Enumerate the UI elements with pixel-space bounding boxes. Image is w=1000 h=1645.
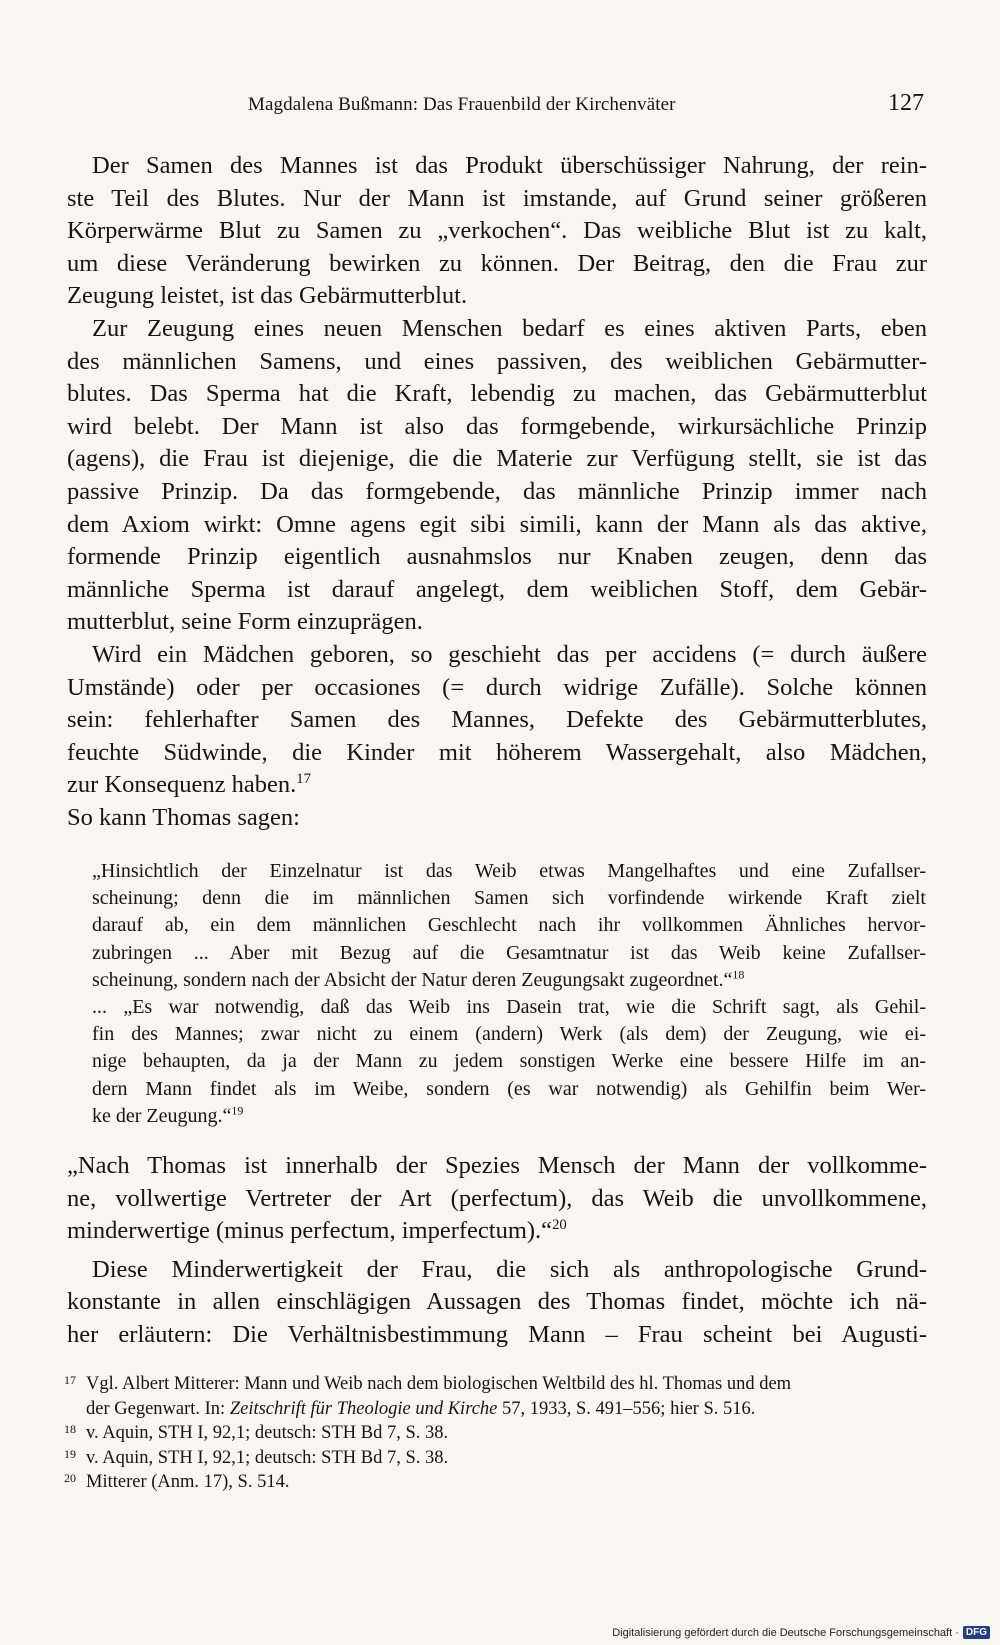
text-line: konstante in allen einschlägigen Aussagen des Thomas findet, möchte ich nä-	[67, 1288, 927, 1316]
journal-title: Zeitschrift für Theologie und Kirche	[229, 1398, 498, 1419]
footnote-20	[64, 1470, 926, 1495]
footnote-19	[64, 1446, 926, 1471]
text-fragment: minderwertige (minus perfectum, imperfectum).“	[67, 1217, 553, 1245]
quote-line: dern Mann findet als im Weibe, sondern (es war notwendig) als Gehilfin beim Wer-	[92, 1077, 926, 1100]
text-line: des männlichen Samens, und eines passiven, des weiblichen Gebärmutter-	[67, 347, 927, 375]
quote-line	[92, 967, 926, 994]
digitization-text: Digitalisierung gefördert durch die Deutsche Forschungsgemeinschaft ·	[612, 1626, 959, 1639]
text-line: ste Teil des Blutes. Nur der Mann ist imstande, auf Grund seiner größeren	[67, 184, 927, 212]
text-fragment: ke der Zeugung.“	[92, 1104, 232, 1127]
footnote-number: 17	[64, 1373, 76, 1387]
text-line: passive Prinzip. Da das formgebende, das männliche Prinzip immer nach	[67, 477, 927, 505]
quote-line: „Hinsichtlich der Einzelnatur ist das Weib etwas Mangelhaftes und eine Zufallser-	[92, 860, 926, 882]
text-fragment: 57, 1933, S. 491–556; hier S. 516.	[497, 1398, 756, 1419]
text-line: Zur Zeugung eines neuen Menschen bedarf es eines aktiven Parts, eben	[92, 314, 927, 342]
text-line: her erläutern: Die Verhältnisbestimmung Mann – Frau scheint bei Augusti-	[67, 1320, 927, 1348]
dfg-logo: DFG	[963, 1626, 990, 1639]
footnote-ref: 18	[732, 967, 745, 982]
running-title: Magdalena Bußmann: Das Frauenbild der Kirchenväter	[248, 94, 676, 115]
text-line: Der Samen des Mannes ist das Produkt überschüssiger Nahrung, der rein-	[92, 152, 927, 179]
paragraph-1	[67, 150, 927, 313]
text-line: dem Axiom wirkt: Omne agens egit sibi simili, kann der Mann als das aktive,	[67, 510, 927, 538]
text-line: „Nach Thomas ist innerhalb der Spezies Mensch der Mann der vollkomme-	[67, 1152, 927, 1179]
text-line: um diese Veränderung bewirken zu können. Der Beitrag, den die Frau zur	[67, 249, 927, 277]
footnote-number: 20	[64, 1471, 76, 1485]
text-line: mutterblut, seine Form einzuprägen.	[67, 608, 423, 636]
footnote-line: Vgl. Albert Mitterer: Mann und Weib nach dem biologischen Weltbild des hl. Thomas und dem	[86, 1374, 792, 1394]
text-line: formende Prinzip eigentlich ausnahmslos nur Knaben zeugen, denn das	[67, 543, 927, 571]
text-line: (agens), die Frau ist diejenige, die die Materie zur Verfügung stellt, sie ist das	[67, 445, 927, 473]
text-line: sein: fehlerhafter Samen des Mannes, Defekte des Gebärmutterblutes,	[67, 706, 927, 734]
footnote-number: 18	[64, 1422, 76, 1436]
text-line: Körperwärme Blut zu Samen zu „verkochen“. Das weibliche Blut ist zu kalt,	[67, 217, 927, 245]
paragraph-5	[67, 1150, 927, 1248]
text-line: Wird ein Mädchen geboren, so geschieht das per accidens (= durch äußere	[92, 640, 927, 668]
text-line	[67, 1215, 927, 1248]
paragraph-4	[67, 802, 927, 835]
text-line: wird belebt. Der Mann ist also das formgebende, wirkursächliche Prinzip	[67, 412, 927, 440]
quote-line	[92, 1103, 926, 1130]
paragraph-3	[67, 639, 927, 802]
text-line: blutes. Das Sperma hat die Kraft, lebendig zu machen, das Gebärmutterblut	[67, 380, 927, 408]
quote-line: nige behaupten, da ja der Mann zu jedem sonstigen Werke eine bessere Hilfe im an-	[92, 1050, 926, 1073]
footnote-ref: 19	[231, 1103, 244, 1118]
quote-line: scheinung; denn die im männlichen Samen sich vorfindende wirkende Kraft zielt	[92, 887, 926, 910]
text-line: Diese Minderwertigkeit der Frau, die sich als anthropologische Grund-	[92, 1255, 927, 1283]
text-line: Zeugung leistet, ist das Gebärmutterblut.	[67, 282, 468, 310]
footnote-line	[86, 1397, 926, 1422]
main-text	[67, 150, 927, 834]
quote-line: fin des Mannes; zwar nicht zu einem (andern) Werk (als dem) der Zeugung, wie ei-	[92, 1023, 926, 1046]
quote-line: darauf ab, ein dem männlichen Geschlecht nach ihr vollkommen Ähnliches hervor-	[92, 914, 926, 937]
footnote-number: 19	[64, 1446, 76, 1461]
text-line: männliche Sperma ist darauf angelegt, dem weiblichen Stoff, dem Gebär-	[67, 575, 927, 603]
paragraph-6	[67, 1254, 927, 1352]
text-line: Umstände) oder per occasiones (= durch widrige Zufälle). Solche können	[67, 673, 927, 701]
block-quote	[92, 858, 926, 1130]
digitization-notice	[612, 1626, 990, 1639]
quote-line: ... „Es war notwendig, daß das Weib ins Dasein trat, wie die Schrift sagt, als Gehil-	[92, 996, 926, 1019]
footnote-ref: 17	[296, 771, 311, 788]
running-head	[66, 90, 926, 124]
text-fragment: der Gegenwart. In:	[86, 1398, 230, 1419]
footnote-ref: 20	[552, 1217, 567, 1234]
footnote-line: v. Aquin, STH I, 92,1; deutsch: STH Bd 7, S. 38.	[86, 1447, 449, 1468]
footnote-18	[64, 1421, 926, 1446]
text-fragment: zur Konsequenz haben.	[67, 771, 297, 799]
text-line	[67, 769, 927, 802]
footnotes	[64, 1372, 926, 1495]
main-text-continued	[67, 1150, 927, 1352]
text-line: feuchte Südwinde, die Kinder mit höherem Wassergehalt, also Mädchen,	[67, 738, 927, 766]
footnote-line: v. Aquin, STH I, 92,1; deutsch: STH Bd 7, S. 38.	[86, 1423, 449, 1443]
text-line: So kann Thomas sagen:	[67, 803, 300, 831]
quote-line: zubringen ... Aber mit Bezug auf die Gesamtnatur ist das Weib keine Zufallser-	[92, 941, 926, 964]
footnote-17	[64, 1372, 926, 1421]
footnote-line: Mitterer (Anm. 17), S. 514.	[86, 1472, 290, 1492]
paragraph-2	[67, 313, 927, 639]
text-fragment: scheinung, sondern nach der Absicht der Natur deren Zeugungsakt zugeordnet.“	[92, 968, 733, 991]
text-line: ne, vollwertige Vertreter der Art (perfectum), das Weib die unvollkommene,	[67, 1184, 927, 1212]
page-number: 127	[888, 90, 924, 116]
